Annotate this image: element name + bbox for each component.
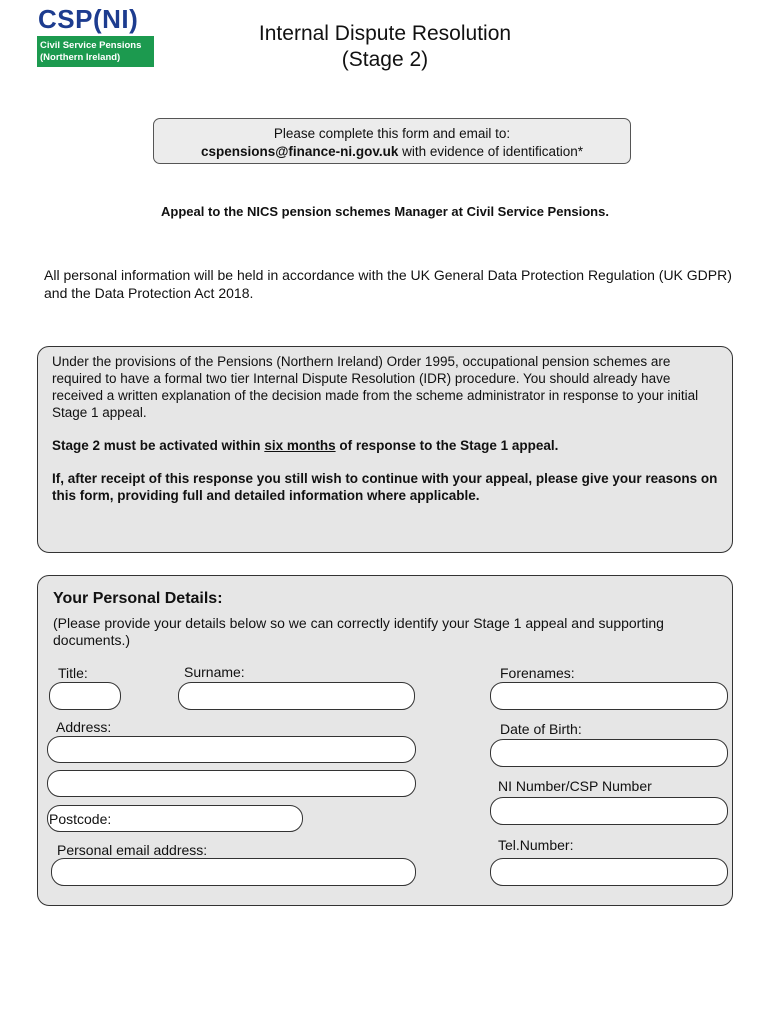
email-input[interactable] [51, 858, 416, 886]
email-instruction-line-1: Please complete this form and email to: [273, 126, 511, 141]
dob-input[interactable] [490, 739, 728, 767]
address-line-1-input[interactable] [47, 736, 416, 763]
gdpr-notice: All personal information will be held in accordance with the UK General Data Protection Regulation (UK GDPR) and the Data Protection Act 2018. [44, 267, 732, 301]
email-label: Personal email address: [57, 842, 208, 858]
title-label: Title: [58, 665, 88, 681]
tel-label: Tel.Number: [498, 837, 574, 853]
email-address-link[interactable]: cspensions@finance-ni.gov.uk [200, 144, 399, 159]
logo-line-1: Civil Service Pensions [40, 40, 142, 51]
email-instruction-line-2 [154, 143, 630, 161]
surname-input[interactable] [178, 682, 415, 710]
page-title-line-2: (Stage 2) [341, 48, 429, 71]
info-para2-start: Stage 2 must be activated within [52, 438, 265, 453]
dob-label: Date of Birth: [500, 721, 582, 737]
surname-label: Surname: [184, 664, 245, 680]
idr-info-box [37, 346, 733, 553]
info-paragraph-1: Under the provisions of the Pensions (Northern Ireland) Order 1995, occupational pension schemes are required to have a formal two tier Internal Dispute Resolution (IDR) procedure. You should already have received a written explanation of the decision made from the scheme administrator in response to your initial Stage 1 appeal. [52, 354, 699, 420]
info-paragraph-3: If, after receipt of this response you still wish to continue with your appeal, please give your reasons on this form, providing full and detailed information where applicable. [52, 471, 718, 503]
logo-banner [37, 36, 154, 67]
personal-details-note: (Please provide your details below so we can correctly identify your Stage 1 appeal and supporting documents.) [53, 615, 664, 648]
ni-number-input[interactable] [490, 797, 728, 825]
logo-wordmark: CSP(NI) [38, 4, 139, 34]
address-label: Address: [56, 719, 112, 735]
forenames-input[interactable] [490, 682, 728, 710]
email-instruction-box [153, 118, 631, 164]
title-input[interactable] [49, 682, 121, 710]
postcode-label: Postcode: [49, 811, 112, 827]
appeal-heading: Appeal to the NICS pension schemes Manager at Civil Service Pensions. [161, 204, 609, 219]
tel-input[interactable] [490, 858, 728, 886]
info-para2-end: of response to the Stage 1 appeal. [335, 438, 559, 453]
page-title [200, 21, 570, 73]
six-months-emphasis: six months [264, 438, 336, 453]
page-title-line-1: Internal Dispute Resolution [258, 22, 512, 45]
info-paragraph-2 [52, 437, 720, 454]
personal-details-heading: Your Personal Details: [53, 590, 223, 607]
email-instruction-suffix: with evidence of identification* [398, 144, 584, 159]
logo-line-2: (Northern Ireland) [40, 51, 121, 63]
address-line-2-input[interactable] [47, 770, 416, 797]
ni-number-label: NI Number/CSP Number [498, 778, 652, 794]
forenames-label: Forenames: [500, 665, 575, 681]
